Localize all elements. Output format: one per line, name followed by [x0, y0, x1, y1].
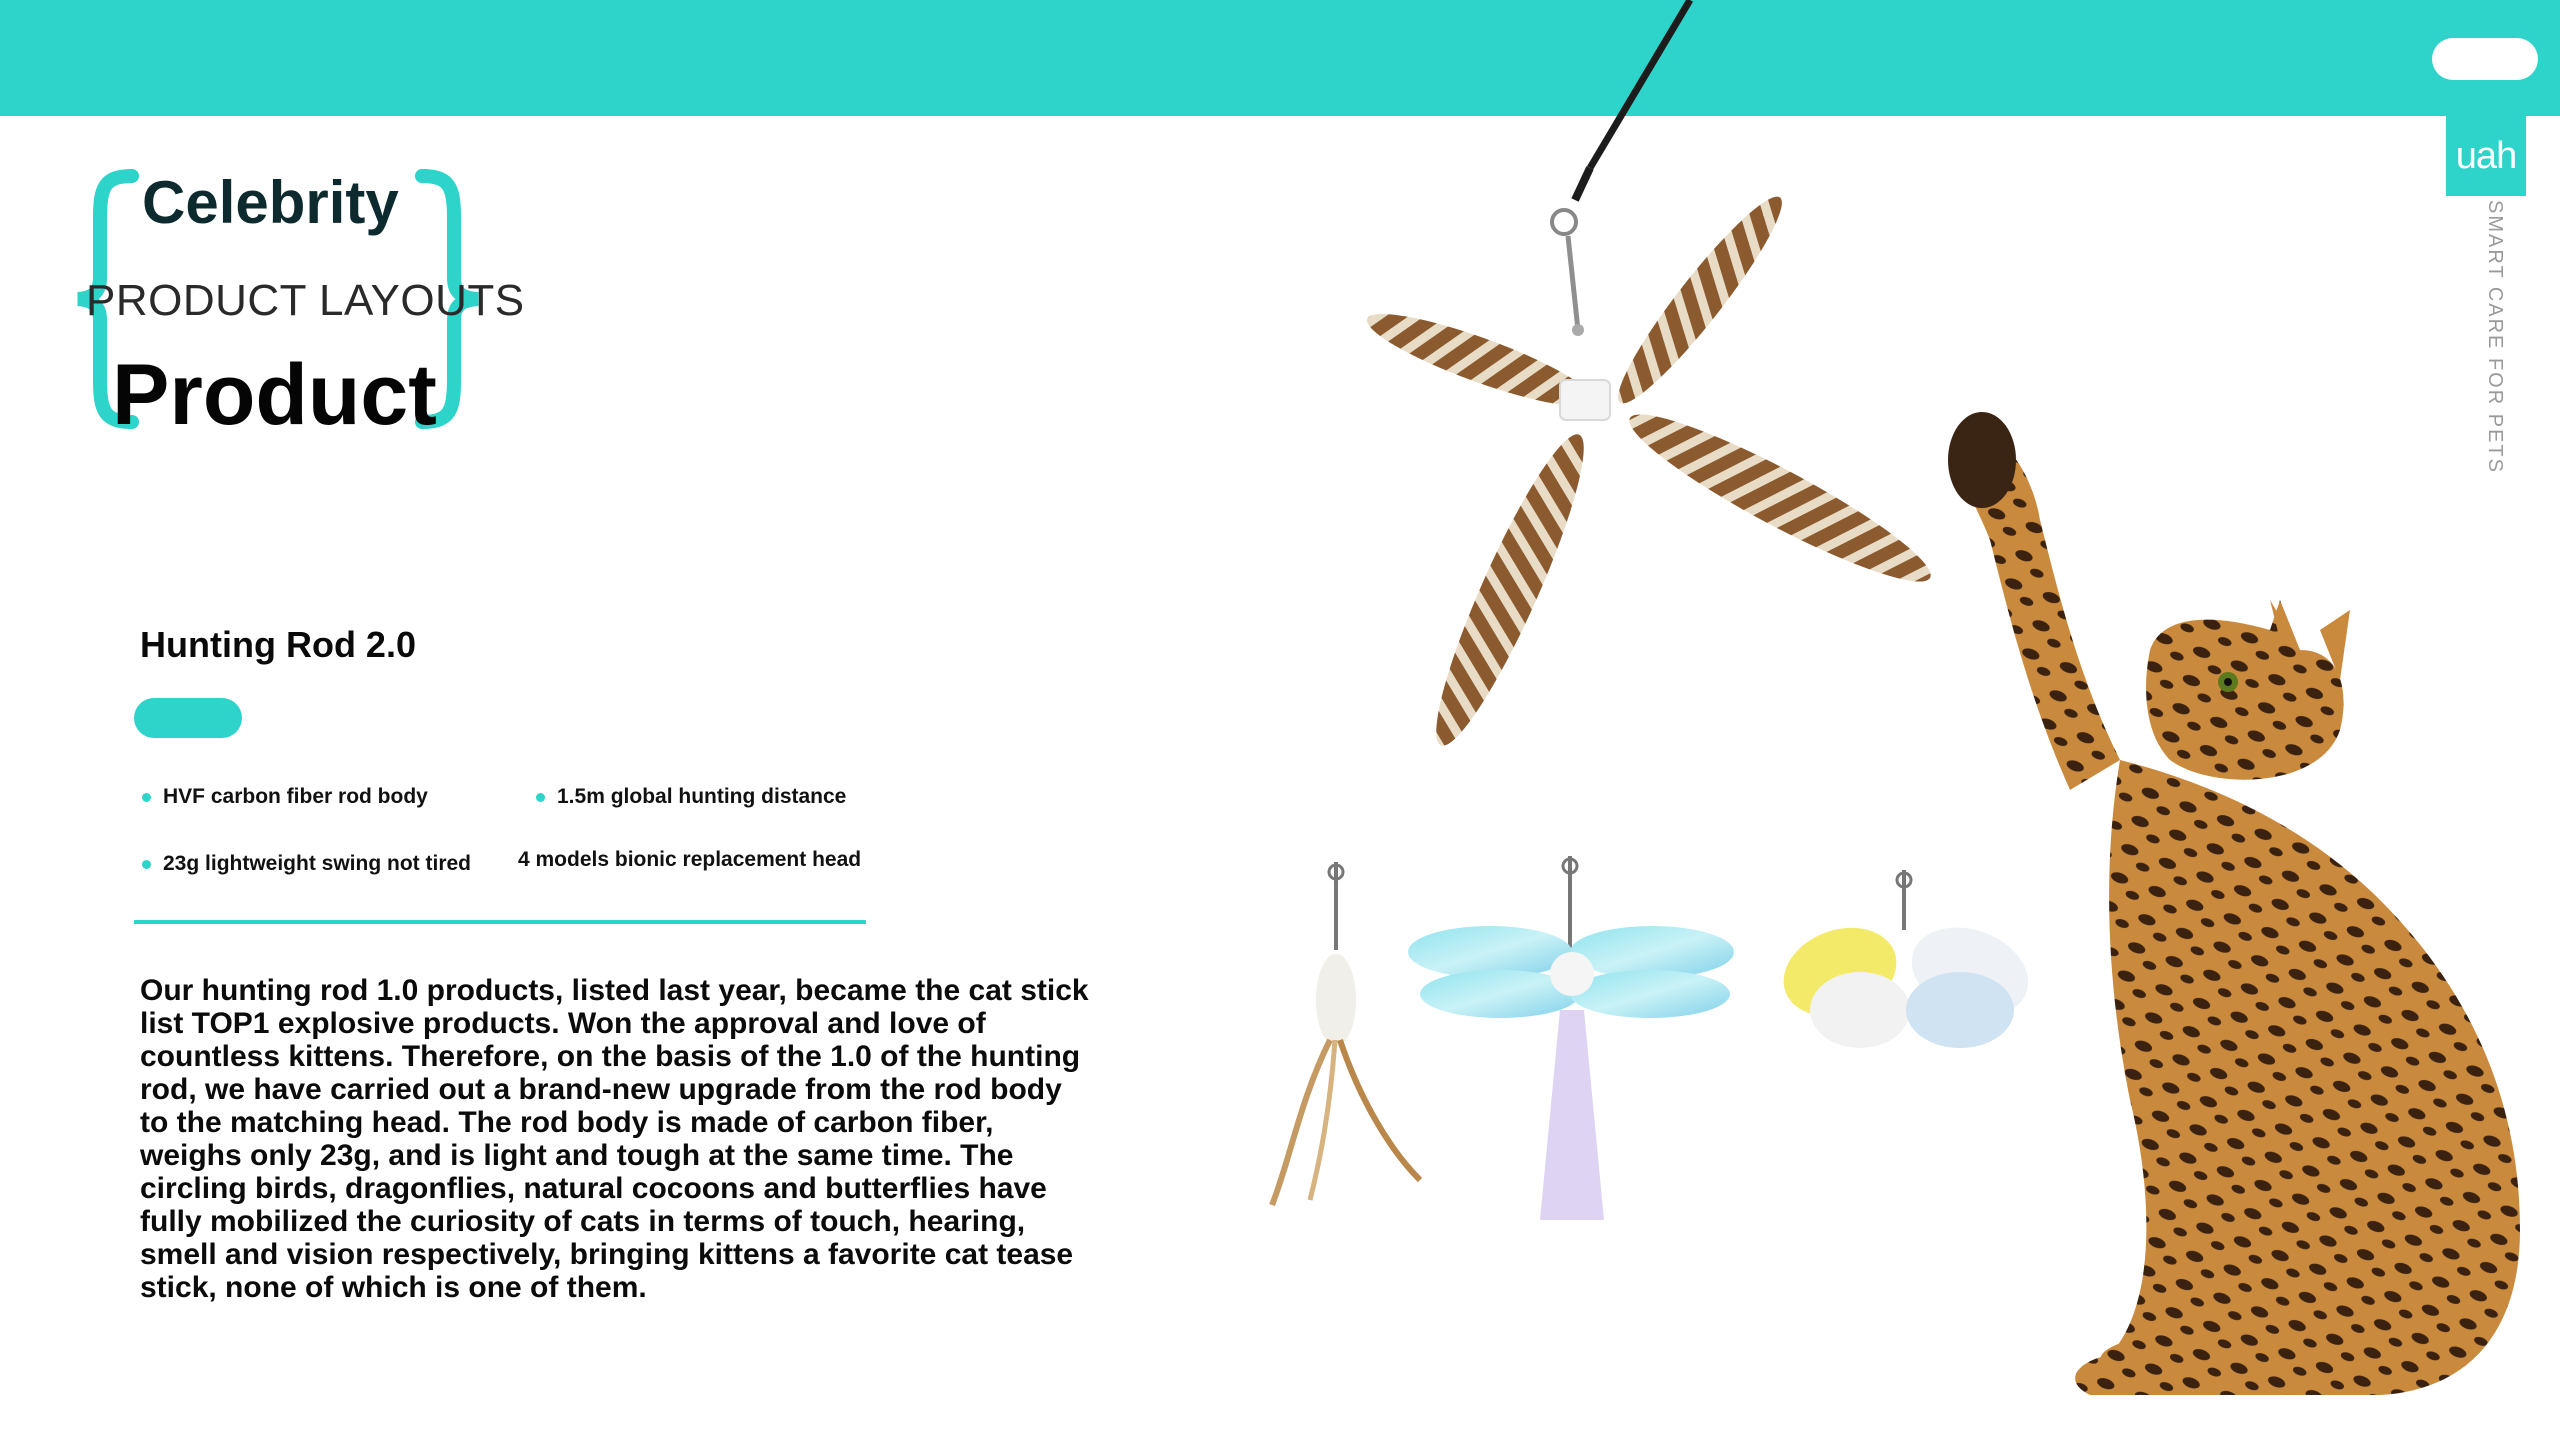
product-name: Hunting Rod 2.0	[140, 624, 416, 665]
cocoon-toy	[1272, 862, 1420, 1205]
heading-bottom-word: Product	[112, 347, 437, 443]
heading-subtitle: PRODUCT LAYOUTS	[86, 276, 525, 325]
feature-text: 23g lightweight swing not tired	[163, 852, 471, 875]
heading-top-word: Celebrity	[142, 169, 399, 236]
feature-text: 1.5m global hunting distance	[557, 785, 847, 808]
feature-text: HVF carbon fiber rod body	[163, 785, 428, 808]
butterfly-toy	[1771, 870, 2041, 1048]
brand-logo-text: uah	[2455, 134, 2517, 177]
product-description: Our hunting rod 1.0 products, listed last year, became the cat stick list TOP1 explosive products. Won the approval and love of countless kittens. Therefore, on the basis of the 1.0 of the hunting rod, we have carried out a brand-new upgrade from the rod body to the matching head. The rod body is made of carbon fiber, weighs only 23g, and is light and tough at the same time. The circling birds, dragonflies, natural cocoons and butterflies have fully mobilized the curiosity of cats in terms of touch, hearing, smell and vision respectively, bringing kittens a favorite cat tease stick, none of which is one of them.	[140, 974, 1089, 1304]
feature-text: 4 models bionic replacement head	[518, 848, 862, 871]
brand-tagline: SMART CARE FOR PETS	[2484, 200, 2506, 474]
dragonfly-toy	[1408, 856, 1734, 1220]
bengal-cat-image	[1948, 412, 2520, 1395]
feather-bird-toy	[1360, 184, 1944, 757]
rod-string	[1552, 0, 1690, 336]
